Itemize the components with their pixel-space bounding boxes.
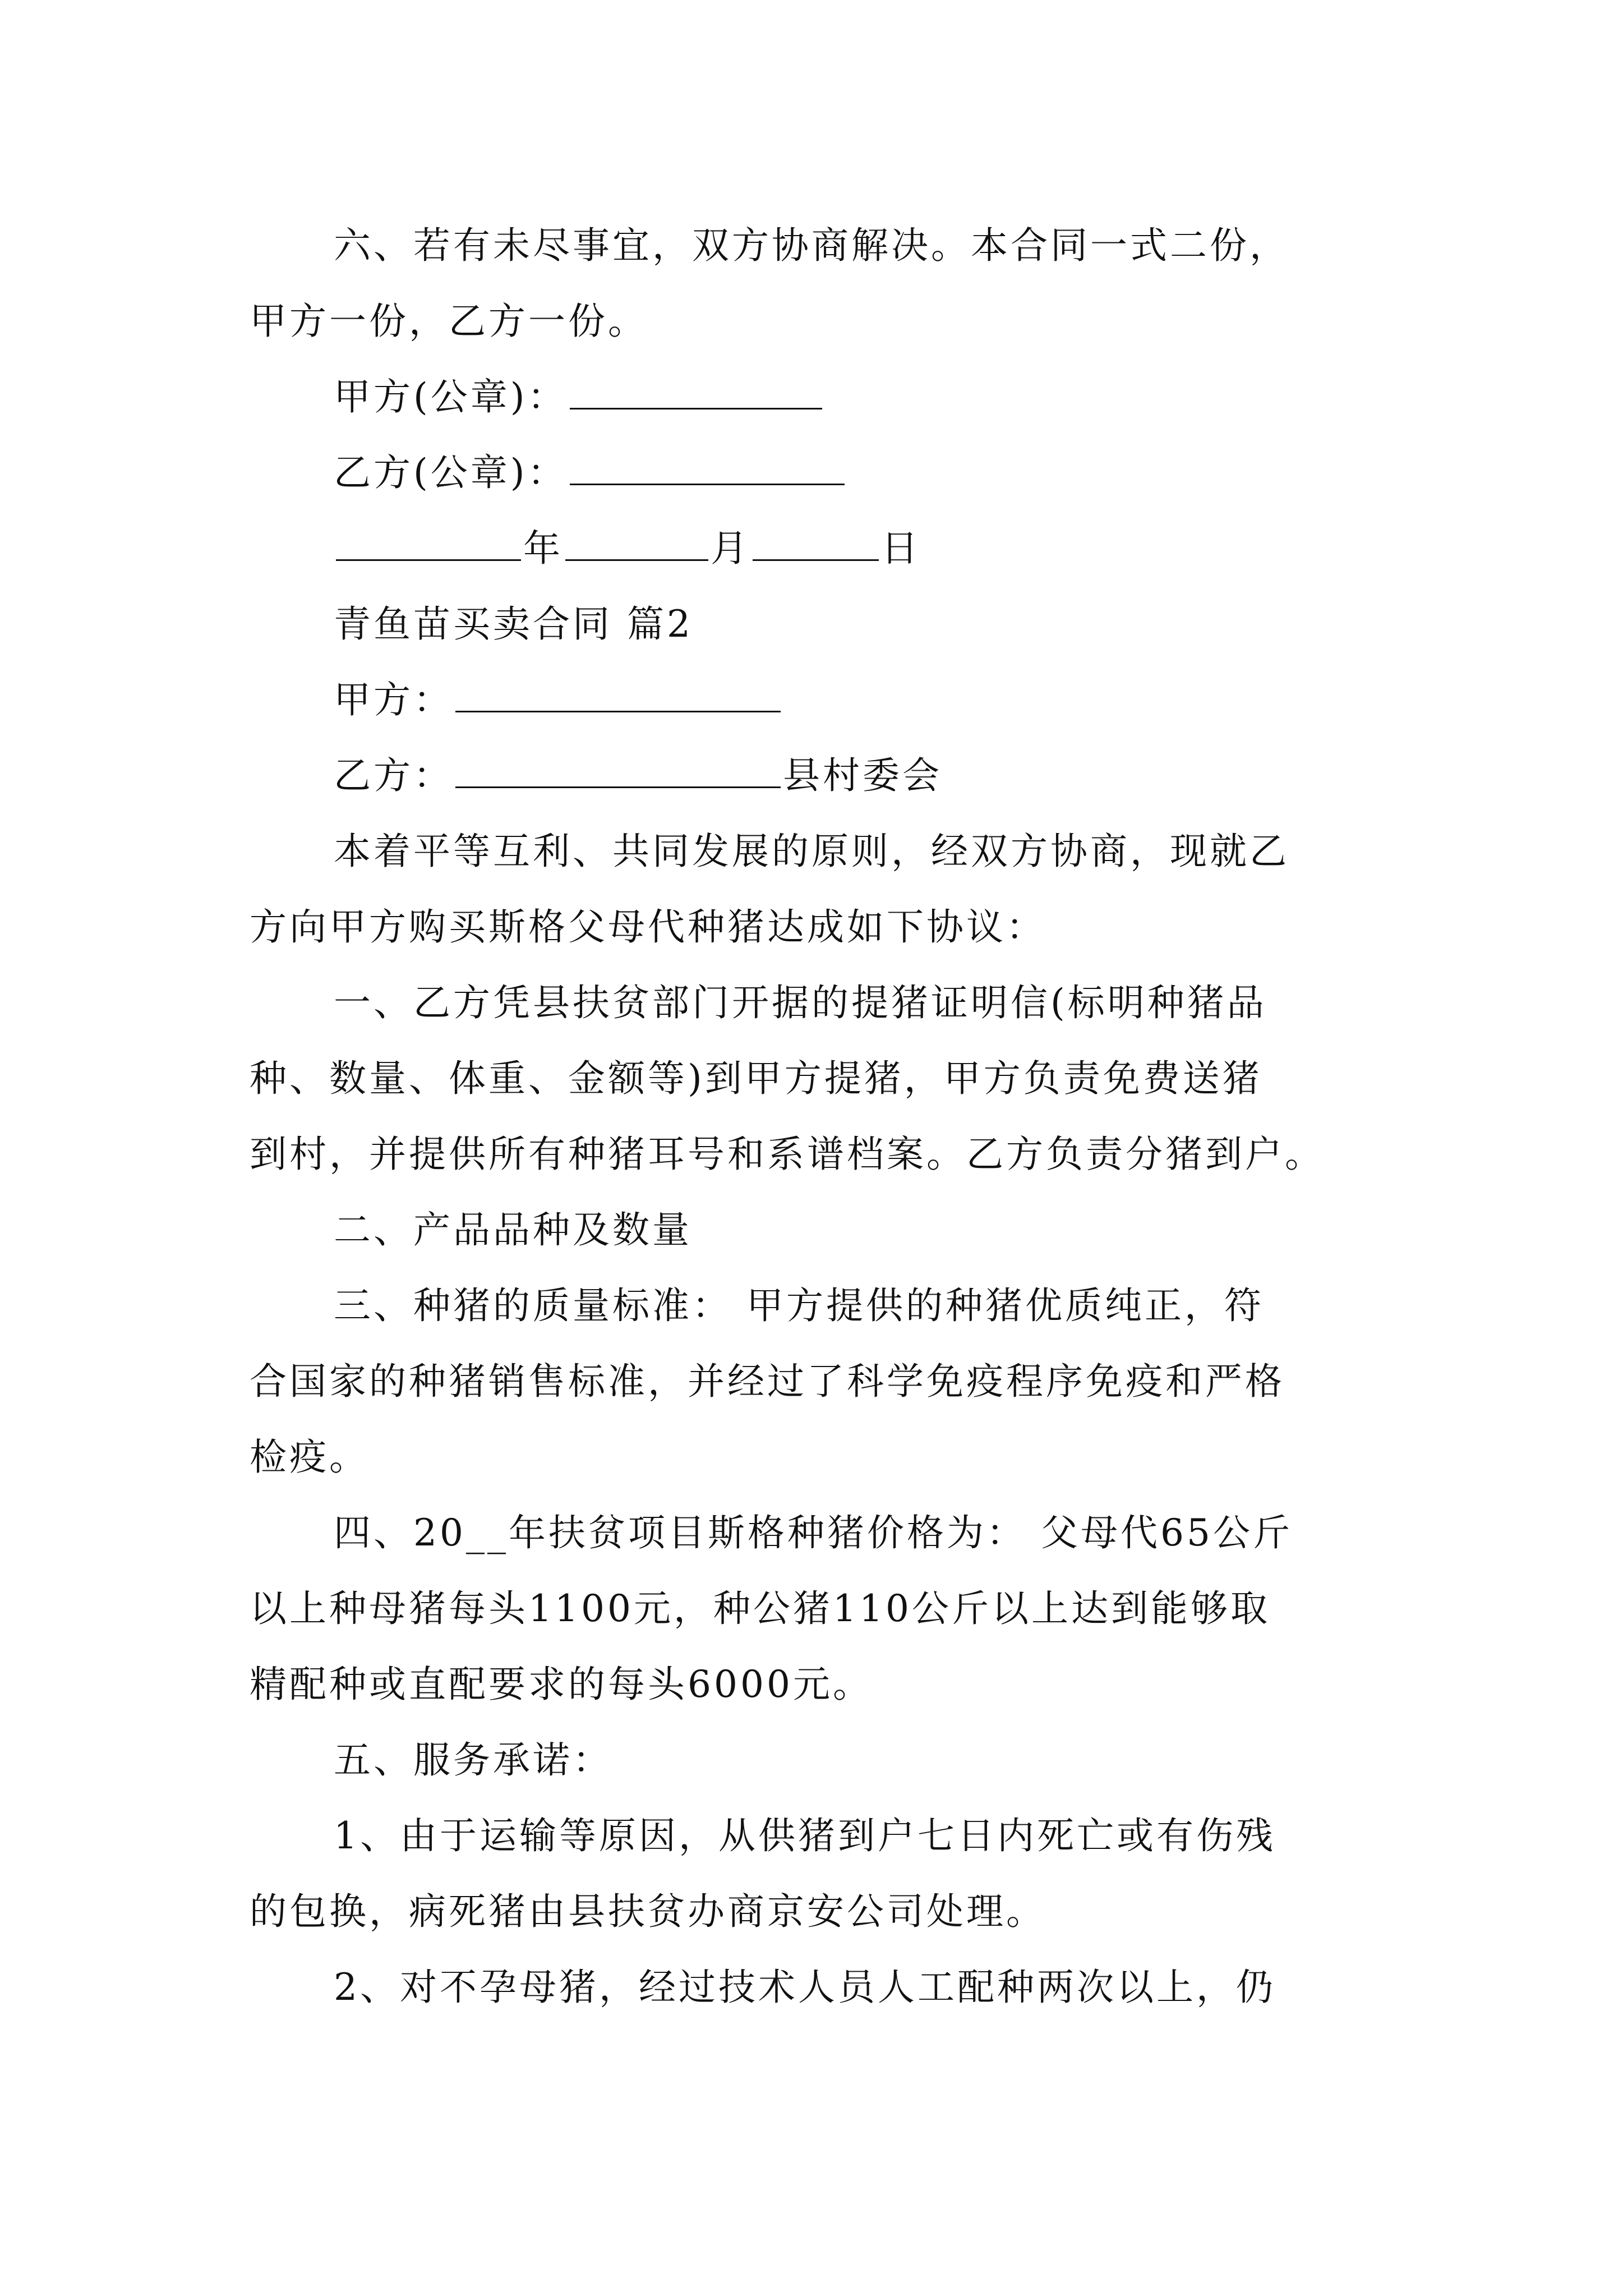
paragraph-line (334, 1802, 1276, 1870)
line-text: 四、20__年扶贫项目斯格种猪价格为： 父母代65公斤 (334, 1511, 1293, 1554)
line-text: 以上种母猪每头1100元，种公猪110公斤以上达到能够取 (250, 1587, 1270, 1630)
paragraph-line (250, 1424, 369, 1491)
line-text: 甲方一份，乙方一份。 (250, 300, 648, 343)
section-heading (334, 591, 693, 658)
party-a-seal-line (334, 364, 824, 431)
paragraph-line (334, 1499, 1293, 1567)
paragraph-line (250, 1121, 1325, 1188)
year-label: 年 (523, 527, 563, 570)
line-text: 的包换，病死猪由县扶贫办商京安公司处理。 (250, 1890, 1046, 1933)
paragraph-line (334, 212, 1289, 279)
paragraph-line (250, 1651, 873, 1718)
date-line (334, 515, 921, 582)
signature-blank (570, 448, 845, 485)
line-text: 精配种或直配要求的每头6000元。 (250, 1663, 873, 1706)
party-a-line (334, 666, 783, 734)
paragraph-line (250, 288, 648, 355)
paragraph-line (334, 818, 1289, 885)
day-blank (753, 523, 879, 561)
paragraph-line (250, 1045, 1262, 1112)
line-text: 一、乙方凭县扶贫部门开据的提猪证明信(标明种猪品 (334, 981, 1267, 1024)
year-blank (336, 523, 521, 561)
paragraph-line (250, 1348, 1285, 1415)
party-a-seal-label: 甲方(公章)： (334, 375, 568, 418)
party-a-blank (455, 675, 781, 712)
party-a-label: 甲方： (334, 678, 453, 721)
month-blank (565, 523, 708, 561)
line-text: 五、服务承诺： (334, 1738, 612, 1782)
line-text: 2、对不孕母猪，经过技术人员人工配种两次以上，仍 (334, 1966, 1276, 2009)
line-text: 三、种猪的质量标准： 甲方提供的种猪优质纯正，符 (334, 1284, 1264, 1327)
line-text: 六、若有未尽事宜，双方协商解决。本合同一式二份， (334, 224, 1289, 267)
party-b-seal-line (334, 439, 847, 507)
line-text: 种、数量、体重、金额等)到甲方提猪，甲方负责免费送猪 (250, 1057, 1262, 1100)
line-text: 方向甲方购买斯格父母代种猪达成如下协议： (250, 905, 1046, 949)
line-text: 合国家的种猪销售标准，并经过了科学免疫程序免疫和严格 (250, 1360, 1285, 1403)
signature-blank (570, 372, 822, 409)
line-text: 到村，并提供所有种猪耳号和系谱档案。乙方负责分猪到户。 (250, 1133, 1325, 1176)
paragraph-line (334, 1954, 1276, 2021)
party-b-suffix: 县村委会 (783, 754, 942, 797)
heading-text: 青鱼苗买卖合同 篇2 (334, 602, 693, 646)
party-b-label: 乙方： (334, 754, 453, 797)
paragraph-line (250, 1878, 1046, 1945)
paragraph-line (334, 1272, 1264, 1340)
line-text: 1、由于运输等原因，从供猪到户七日内死亡或有伤残 (334, 1814, 1276, 1857)
line-text: 检疫。 (250, 1435, 369, 1479)
month-label: 月 (711, 527, 750, 570)
paragraph-line (334, 969, 1267, 1037)
paragraph-line (334, 1197, 692, 1264)
line-text: 二、产品品种及数量 (334, 1208, 692, 1251)
party-b-line (334, 742, 942, 809)
paragraph-line (250, 894, 1046, 961)
line-text: 本着平等互利、共同发展的原则，经双方协商，现就乙 (334, 830, 1289, 873)
party-b-seal-label: 乙方(公章)： (334, 451, 568, 494)
day-label: 日 (881, 527, 921, 570)
party-b-blank (455, 751, 781, 788)
paragraph-line (250, 1575, 1270, 1642)
paragraph-line (334, 1727, 612, 1794)
